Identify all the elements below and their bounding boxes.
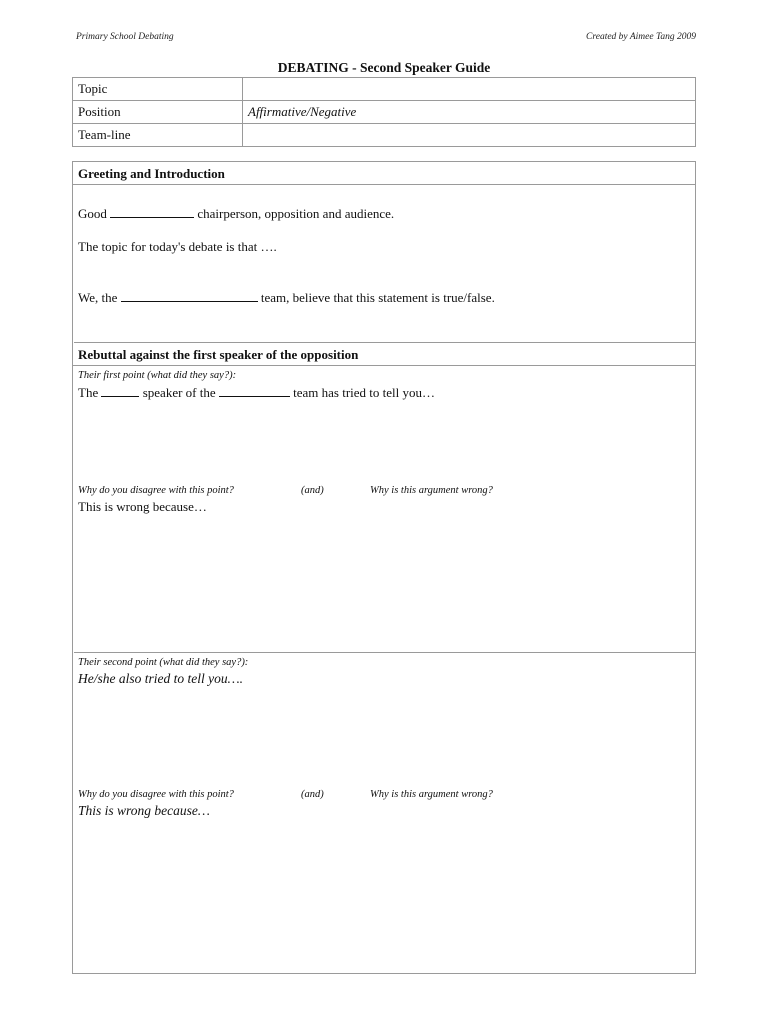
- team-statement: [78, 290, 495, 306]
- topic-statement: The topic for today's debate is that ….: [78, 239, 277, 254]
- team-statement-end: team, believe that this statement is true/false.: [260, 290, 495, 305]
- speech-guide-box: [72, 161, 696, 974]
- divider: [74, 652, 696, 653]
- teamline-label: Team-line: [73, 124, 243, 147]
- team-name-blank[interactable]: [121, 291, 258, 302]
- second-wrong-prompt: Why is this argument wrong?: [370, 789, 493, 800]
- topic-row: [73, 78, 696, 101]
- header-right: Created by Aimee Tang 2009: [586, 32, 696, 42]
- info-table: [72, 77, 696, 147]
- first-wrong-prompt: Why is this argument wrong?: [370, 485, 493, 496]
- position-row: [73, 101, 696, 124]
- greeting-good-text: Good: [78, 206, 107, 221]
- team-statement-start: We, the: [78, 290, 118, 305]
- greeting-audience-text: chairperson, opposition and audience.: [197, 206, 395, 221]
- second-point-prompt: Their second point (what did they say?):: [78, 657, 249, 668]
- second-point-told: He/she also tried to tell you….: [78, 671, 243, 686]
- first-point-tell-you: team has tried to tell you…: [293, 385, 436, 400]
- greeting-heading-text: Greeting and Introduction: [78, 166, 225, 181]
- speaker-number-blank[interactable]: [101, 386, 139, 397]
- first-why-prompt: Why do you disagree with this point?: [78, 485, 234, 496]
- second-and-label: (and): [301, 789, 324, 800]
- first-and-label: (and): [301, 485, 324, 496]
- rebuttal-heading: [73, 343, 695, 366]
- page-title: DEBATING - Second Speaker Guide: [277, 60, 491, 75]
- rebuttal-heading-text: Rebuttal against the first speaker of the opposition: [78, 347, 359, 362]
- second-because-text: This is wrong because…: [78, 803, 210, 818]
- first-point-prompt: Their first point (what did they say?):: [78, 370, 237, 381]
- first-point-the: The: [78, 385, 99, 400]
- header-left: Primary School Debating: [76, 32, 174, 42]
- opposition-team-blank[interactable]: [219, 386, 290, 397]
- greeting-blank[interactable]: [110, 207, 194, 218]
- first-point-line: [78, 385, 435, 401]
- greeting-heading: [73, 162, 695, 185]
- greeting-line-1: [78, 206, 394, 222]
- second-why-prompt: Why do you disagree with this point?: [78, 789, 234, 800]
- topic-label: Topic: [73, 78, 243, 101]
- first-point-speaker-of: speaker of the: [142, 385, 216, 400]
- teamline-field[interactable]: [243, 124, 696, 147]
- teamline-row: [73, 124, 696, 147]
- topic-field[interactable]: [243, 78, 696, 101]
- first-because-text: This is wrong because…: [78, 499, 207, 514]
- position-label: Position: [73, 101, 243, 124]
- position-field[interactable]: Affirmative/Negative: [243, 101, 696, 124]
